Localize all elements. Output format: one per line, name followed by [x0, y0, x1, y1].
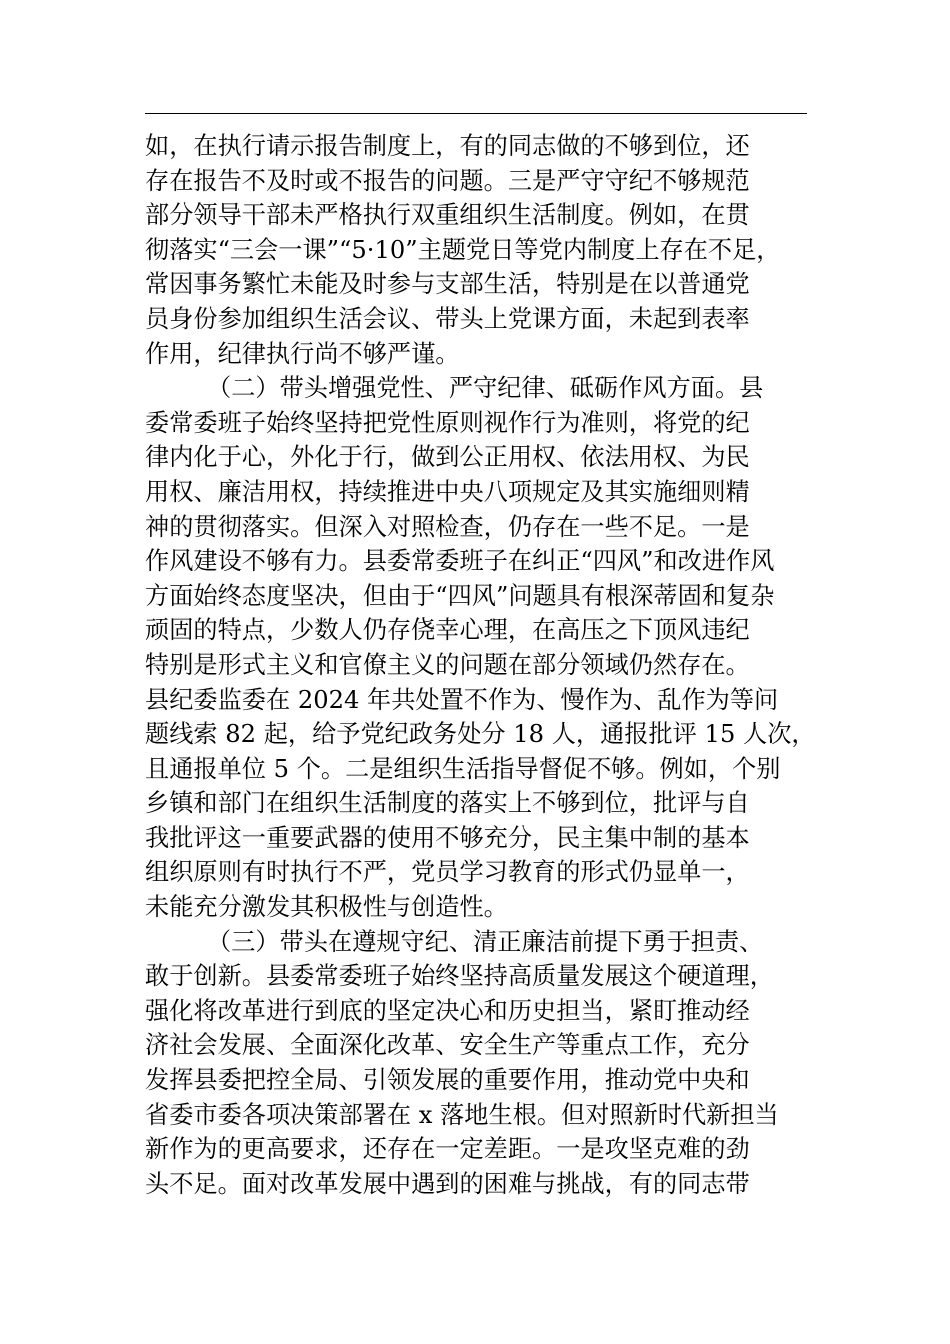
text-line: 神的贯彻落实。但深入对照检查，仍存在一些不足。一是: [145, 512, 750, 541]
text-line: 存在报告不及时或不报告的问题。三是严守守纪不够规范: [145, 166, 750, 195]
text-line: 题线索 82 起，给予党纪政务处分 18 人，通报批评 15 人次，: [145, 720, 816, 749]
text-line: 律内化于心，外化于行，做到公正用权、依法用权、为民: [145, 443, 750, 472]
text-line: 如，在执行请示报告制度上，有的同志做的不够到位，还: [145, 132, 750, 160]
text-line: 县纪委监委在 2024 年共处置不作为、慢作为、乱作为等问: [145, 685, 779, 714]
text-line: 组织原则有时执行不严，党员学习教育的形式仍显单一，: [145, 858, 750, 887]
text-line: 顽固的特点，少数人仍存侥幸心理，在高压之下顶风违纪: [145, 616, 750, 645]
text-line: 特别是形式主义和官僚主义的问题在部分领域仍然存在。: [145, 650, 750, 679]
text-line: 作用，纪律执行尚不够严谨。: [145, 339, 460, 368]
text-line: 委常委班子始终坚持把党性原则视作行为准则，将党的纪: [145, 408, 750, 437]
text-line: 方面始终态度坚决，但由于“四风”问题具有根深蒂固和复杂: [145, 581, 775, 610]
text-line: 济社会发展、全面深化改革、安全生产等重点工作，充分: [145, 1031, 750, 1060]
body-text: [145, 129, 816, 1201]
text-line: 且通报单位 5 个。二是组织生活指导督促不够。例如，个别: [145, 754, 781, 783]
text-line: 部分领导干部未严格执行双重组织生活制度。例如，在贯: [145, 201, 750, 230]
text-line: 用权、廉洁用权，持续推进中央八项规定及其实施细则精: [145, 477, 750, 506]
text-line: 常因事务繁忙未能及时参与支部生活，特别是在以普通党: [145, 270, 750, 299]
text-line: 彻落实“三会一课”“5·10”主题党日等党内制度上存在不足，: [145, 235, 781, 264]
text-line: 强化将改革进行到底的坚定决心和历史担当，紧盯推动经: [145, 996, 750, 1025]
text-line: 发挥县委把控全局、引领发展的重要作用，推动党中央和: [145, 1066, 750, 1095]
text-line: 我批评这一重要武器的使用不够充分，民主集中制的基本: [145, 823, 750, 852]
text-line: 员身份参加组织生活会议、带头上党课方面，未起到表率: [145, 304, 750, 333]
text-line: 头不足。面对改革发展中遇到的困难与挑战，有的同志带: [145, 1169, 750, 1198]
header-rule: [145, 113, 807, 114]
text-line: 省委市委各项决策部署在 x 落地生根。但对照新时代新担当: [145, 1100, 779, 1129]
text-line: 敢于创新。县委常委班子始终坚持高质量发展这个硬道理，: [145, 962, 774, 991]
text-line: 新作为的更高要求，还存在一定差距。一是攻坚克难的劲: [145, 1135, 750, 1164]
text-line: 作风建设不够有力。县委常委班子在纠正“四风”和改进作风: [145, 547, 775, 576]
text-line: 乡镇和部门在组织生活制度的落实上不够到位，批评与自: [145, 789, 750, 818]
section-heading-line: （二）带头增强党性、严守纪律、砥砺作风方面。县: [207, 374, 764, 403]
text-line: 未能充分激发其积极性与创造性。: [145, 893, 508, 922]
section-heading-line: （三）带头在遵规守纪、清正廉洁前提下勇于担责、: [207, 927, 764, 956]
